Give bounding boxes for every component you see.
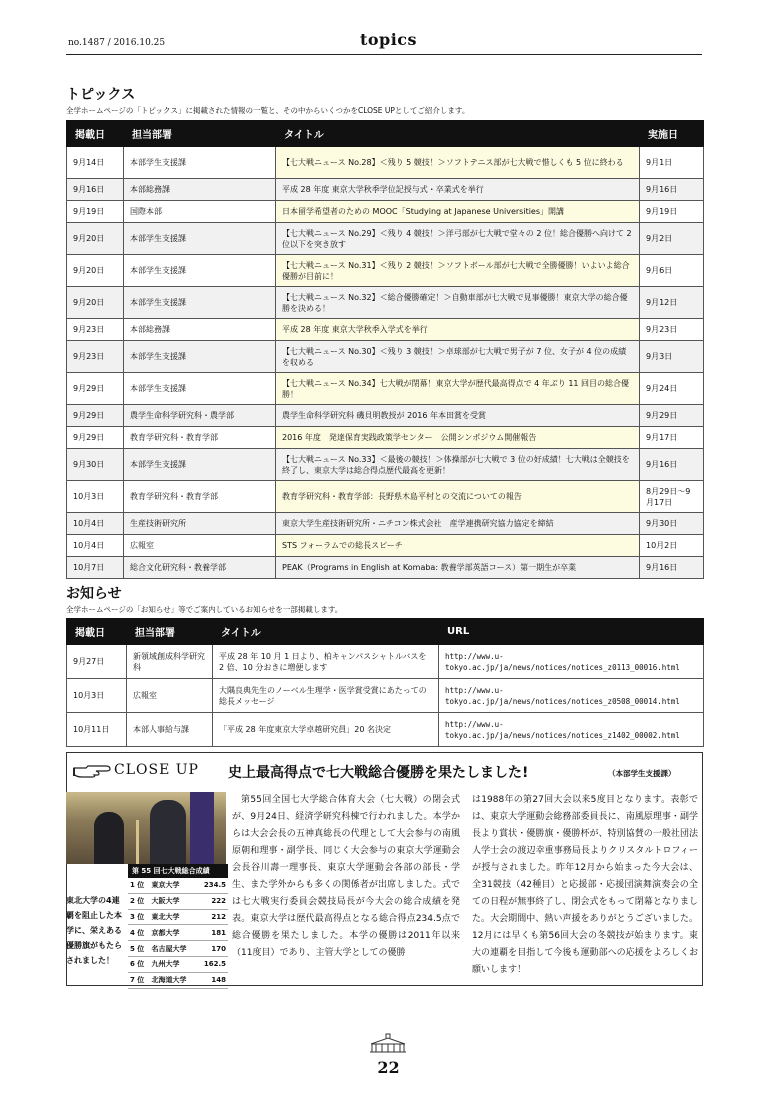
table-row [67,535,704,557]
ranking-rank: 5 位 [130,944,145,953]
table-row [67,557,704,579]
ranking-univ: 京都大学 [151,928,180,937]
col-header-dept: 担当部署 [124,121,276,147]
ranking-row [128,925,228,941]
ranking-row [128,941,228,957]
table-row [67,679,704,713]
cell-dept: 本部学生支援課 [124,287,276,319]
ranking-row [128,973,228,989]
notices-description: 全学ホームページの「お知らせ」等でご案内しているお知らせを一部掲載します。 [66,605,343,614]
table-row [67,255,704,287]
table-row [67,713,704,747]
ranking-score: 212 [211,912,226,921]
cell-held: 10月2日 [640,535,704,557]
ranking-score: 222 [211,897,226,906]
topics-description: 全学ホームページの「トピックス」に掲載された情報の一覧と、その中からいくつかをCLOSE UPとしてご紹介します。 [66,106,470,115]
notices-header-row [67,619,704,645]
cell-title: 【七大戦ニュース No.31】＜残り 2 競技！＞ソフトボール部が七大戦で全勝優勝！いよいよ総合優勝が目前に！ [276,255,640,287]
cell-title: 日本留学希望者のための MOOC「Studying at Japanese Universities」開講 [276,201,640,223]
cell-dept: 本部人事給与課 [127,713,213,747]
cell-held: 9月16日 [640,179,704,201]
cell-dept: 本部総務課 [124,179,276,201]
cell-title: 教育学研究科・教育学部：長野県木島平村との交流についての報告 [276,481,640,513]
cell-date: 9月19日 [67,201,124,223]
cell-held: 9月1日 [640,147,704,179]
table-row [67,373,704,405]
photo-caption: 東北大学の4連覇を阻止した本学に、栄えある優勝旗がもたらされました！ [66,896,122,965]
cell-url[interactable]: http://www.u-tokyo.ac.jp/ja/news/notices/notices_z0508_00014.html [439,679,704,713]
topics-table [66,120,704,579]
cell-held: 9月2日 [640,223,704,255]
ranking-score: 234.5 [203,881,226,890]
cell-dept: 広報室 [124,535,276,557]
closeup-heading: 史上最高得点で七大戦総合優勝を果たしました! [228,765,529,781]
topics-header-row [67,121,704,147]
ranking-row [128,910,228,926]
topics-section-title: トピックス [66,87,136,103]
closeup-label: CLOSE UP [114,762,199,778]
table-row [67,223,704,255]
cell-dept: 本部総務課 [124,319,276,341]
cell-title: 【七大戦ニュース No.29】＜残り 4 競技！＞洋弓部が七大戦で堂々の 2 位！総合優勝へ向けて 2 位以下を突き放す [276,223,640,255]
article-body-column-2: は1988年の第27回大会以来5度目となります。表彰では、東京大学運動会総務部委員長に、南風原理事・副学長より賞状・優勝旗・優勝杯が、特別協賛の一般社団法人学士会の渡辺幸重事務局長よりクリスタルトロフィーが授与されました。昨年12月から始まった今大会は、全31競技（42種目）と応援部・応援団演舞演奏会の全ての日程が無事終了し、閉会式をもって閉幕となりました。大会期間中、熱い声援をありがとうございました。12月には早くも第56回大会の冬競技が始まります。東大の連覇を目指して今後も運動部への応援をよろしくお願いします！ [472,795,698,975]
col-header-title: タイトル [276,121,640,147]
cell-dept: 本部学生支援課 [124,373,276,405]
cell-dept: 本部学生支援課 [124,449,276,481]
cell-title: 平成 28 年 10 月 1 日より、柏キャンパスシャトルバスを 2 倍、10 分おきに増便します [213,645,439,679]
cell-held: 9月24日 [640,373,704,405]
table-row [67,449,704,481]
cell-date: 9月29日 [67,373,124,405]
ranking-score: 148 [211,976,226,985]
cell-title: 平成 28 年度 東京大学秋季学位記授与式・卒業式を挙行 [276,179,640,201]
cell-url[interactable]: http://www.u-tokyo.ac.jp/ja/news/notices/notices_z0113_00016.html [439,645,704,679]
photo-banner [190,792,214,864]
ranking-title: 第 55 回七大戦総合成績 [128,864,228,878]
cell-dept: 教育学研究科・教育学部 [124,427,276,449]
ranking-univ: 九州大学 [151,960,180,969]
col-header-held: 実施日 [640,121,704,147]
col-header-date: 掲載日 [67,619,127,645]
photo-figure-student [94,812,124,864]
cell-dept: 本部学生支援課 [124,341,276,373]
cell-dept: 生産技術研究所 [124,513,276,535]
cell-held: 9月29日 [640,405,704,427]
closeup-dept: （本部学生支援課） [608,769,676,778]
ranking-univ: 北海道大学 [151,976,187,985]
issue-info: no.1487 / 2016.10.25 [68,38,166,48]
cell-title: PEAK（Programs in English at Komaba: 教養学部英語コース）第一期生が卒業 [276,557,640,579]
table-row [67,513,704,535]
cell-title: 【七大戦ニュース No.34】七大戦が閉幕！東京大学が歴代最高得点で 4 年ぶり 11 回目の総合優勝！ [276,373,640,405]
ceremony-photo [66,792,226,864]
cell-date: 9月14日 [67,147,124,179]
ranking-score: 181 [211,928,226,937]
cell-dept: 教育学研究科・教育学部 [124,481,276,513]
cell-date: 9月16日 [67,179,124,201]
cell-url[interactable]: http://www.u-tokyo.ac.jp/ja/news/notices/notices_z1402_00002.html [439,713,704,747]
page-title: topics [359,30,418,49]
cell-date: 9月29日 [67,427,124,449]
cell-held: 9月30日 [640,513,704,535]
table-row [67,481,704,513]
cell-title: 【七大戦ニュース No.33】＜最後の競技！＞体操部が七大戦で 3 位の好成績！七大戦は全競技を終了し、東京大学は総合得点歴代最高を更新！ [276,449,640,481]
ranking-rank: 3 位 [130,912,145,921]
cell-date: 9月20日 [67,287,124,319]
cell-title: 「平成 28 年度東京大学卓越研究員」20 名決定 [213,713,439,747]
building-emblem-icon [368,1032,408,1054]
cell-title: 【七大戦ニュース No.28】＜残り 5 競技！＞ソフトテニス部が七大戦で惜しくも 5 位に終わる [276,147,640,179]
cell-date: 10月3日 [67,481,124,513]
cell-dept: 国際本部 [124,201,276,223]
cell-date: 10月4日 [67,513,124,535]
cell-date: 9月20日 [67,223,124,255]
col-header-dept: 担当部署 [127,619,213,645]
cell-dept: 本部学生支援課 [124,255,276,287]
ranking-rank: 4 位 [130,928,145,937]
cell-title: 大隅良典先生のノーベル生理学・医学賞受賞にあたっての総長メッセージ [213,679,439,713]
ranking-rank: 6 位 [130,960,145,969]
ranking-score: 162.5 [203,960,226,969]
ranking-univ: 東北大学 [151,912,180,921]
cell-date: 10月4日 [67,535,124,557]
cell-held: 9月3日 [640,341,704,373]
col-header-title: タイトル [213,619,439,645]
cell-date: 9月23日 [67,341,124,373]
page-number: 22 [377,1058,400,1077]
cell-date: 9月29日 [67,405,124,427]
table-row [67,319,704,341]
cell-dept: 本部学生支援課 [124,147,276,179]
cell-title: 農学生命科学研究科 磯貝明教授が 2016 年本田賞を受賞 [276,405,640,427]
cell-date: 9月20日 [67,255,124,287]
cell-date: 9月23日 [67,319,124,341]
photo-figure-official [150,800,186,864]
cell-title: 平成 28 年度 東京大学秋季入学式を挙行 [276,319,640,341]
cell-title: STS フォーラムでの総長スピーチ [276,535,640,557]
table-row [67,201,704,223]
notices-section-title: お知らせ [66,586,122,602]
cell-held: 9月6日 [640,255,704,287]
ranking-row [128,957,228,973]
ranking-score: 170 [211,944,226,953]
cell-held: 9月23日 [640,319,704,341]
cell-held: 9月17日 [640,427,704,449]
cell-date: 9月30日 [67,449,124,481]
col-header-url: URL [439,619,704,645]
cell-date: 10月7日 [67,557,124,579]
cell-dept: 総合文化研究科・教養学部 [124,557,276,579]
table-row [67,645,704,679]
table-row [67,405,704,427]
table-row [67,427,704,449]
cell-held: 9月19日 [640,201,704,223]
table-row [67,287,704,319]
cell-held: 9月16日 [640,557,704,579]
cell-title: 東京大学生産技術研究所・ニチコン株式会社 産学連携研究協力協定を締結 [276,513,640,535]
ranking-table [128,864,228,989]
ranking-univ: 名古屋大学 [151,944,187,953]
photo-flagpole [136,820,139,864]
table-row [67,179,704,201]
ranking-rank: 2 位 [130,897,145,906]
cell-held: 9月16日 [640,449,704,481]
ranking-univ: 東京大学 [151,881,180,890]
cell-held: 8月29日～9月17日 [640,481,704,513]
cell-date: 10月3日 [67,679,127,713]
cell-dept: 農学生命科学研究科・農学部 [124,405,276,427]
cell-dept: 広報室 [127,679,213,713]
article-body-column-1: 第55回全国七大学総合体育大会（七大戦）の閉会式が、9月24日、経済学研究科棟で行われました。本学からは大会会長の五神真総長の代理として大会参与の南風原朝和理事・副学長、同じく大会参与の東京大学運動会会長谷川壽一理事長、東京大学運動会各部の部長・学生、また学外からも多くの関係者が出席しました。式では七大戦実行委員会競技局長が今大会の総合成績を発表。東京大学は歴代最高得点となる総合得点234.5点で総合優勝を果たしました。本学の優勝は2011年以来（11度目）であり、主管大学としての優勝 [232,795,460,958]
notices-table [66,618,704,747]
ranking-row [128,878,228,894]
col-header-date: 掲載日 [67,121,124,147]
table-row [67,147,704,179]
table-row [67,341,704,373]
ranking-rank: 1 位 [130,881,145,890]
ranking-rank: 7 位 [130,976,145,985]
pointing-hand-icon [72,762,112,780]
cell-date: 10月11日 [67,713,127,747]
ranking-row [128,894,228,910]
cell-date: 9月27日 [67,645,127,679]
header-divider [66,54,702,55]
cell-title: 【七大戦ニュース No.32】＜総合優勝確定！＞自動車部が七大戦で見事優勝！東京大学の総合優勝を決める！ [276,287,640,319]
ranking-univ: 大阪大学 [151,897,180,906]
cell-title: 2016 年度 発達保育実践政策学センター 公開シンポジウム開催報告 [276,427,640,449]
cell-held: 9月12日 [640,287,704,319]
cell-dept: 新領域創成科学研究科 [127,645,213,679]
cell-title: 【七大戦ニュース No.30】＜残り 3 競技！＞卓球部が七大戦で男子が 7 位、女子が 4 位の成績を収める [276,341,640,373]
cell-dept: 本部学生支援課 [124,223,276,255]
